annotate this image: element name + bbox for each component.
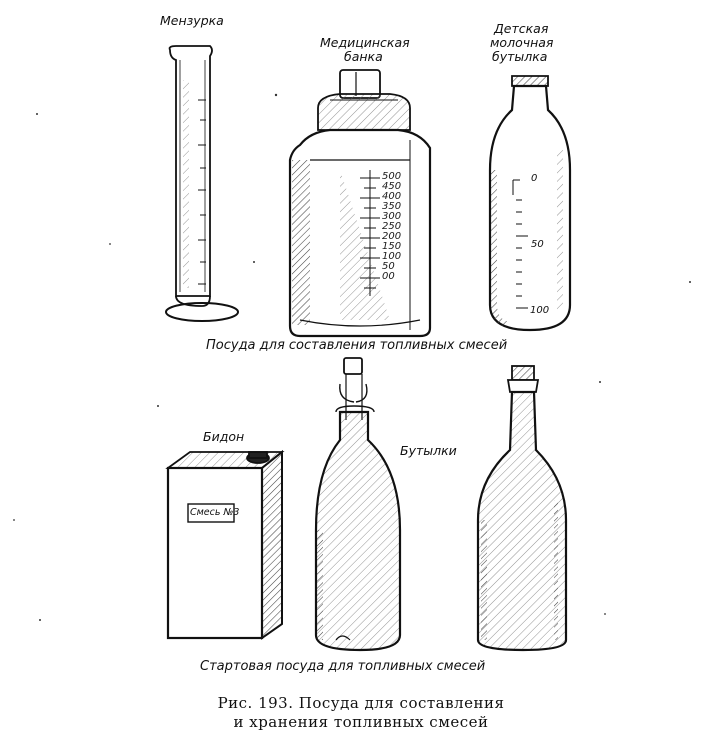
jar-scale-label: 150 xyxy=(382,241,402,252)
label-baby-bottle-line2: молочная xyxy=(490,35,554,50)
label-bottles: Бутылки xyxy=(400,443,457,458)
label-baby-bottle-line1: Детская xyxy=(494,21,549,36)
measuring-cylinder xyxy=(166,46,238,321)
jar-scale-label: 450 xyxy=(382,181,402,192)
jar-scale-label: 500 xyxy=(382,171,402,182)
baby-bottle xyxy=(490,76,570,330)
figure-caption-line2: и хранения топливных смесей xyxy=(233,713,489,731)
baby-scale-label: 0 xyxy=(531,173,538,184)
jar-scale-label: 50 xyxy=(382,261,395,272)
tall-bottle xyxy=(478,366,566,650)
swing-top-bottle xyxy=(316,358,400,650)
baby-scale-label: 50 xyxy=(531,239,544,250)
label-medicine-jar-line2: банка xyxy=(344,49,383,64)
lower-group-caption: Стартовая посуда для топливных смесей xyxy=(200,659,486,674)
can-tag-label: Смесь №3 xyxy=(190,507,240,518)
jar-scale xyxy=(382,172,412,282)
fuel-can xyxy=(168,452,282,638)
jar-scale-label: 250 xyxy=(382,221,402,232)
jar-scale-label: 300 xyxy=(382,211,402,222)
label-measuring-cylinder: Мензурка xyxy=(160,13,224,28)
jar-scale-label: 100 xyxy=(382,251,402,262)
jar-scale-label: 200 xyxy=(382,231,402,242)
baby-scale-label: 100 xyxy=(530,305,550,316)
label-fuel-can: Бидон xyxy=(203,429,245,444)
upper-group-caption: Посуда для составления топливных смесей xyxy=(206,338,508,353)
label-baby-bottle-line3: бутылка xyxy=(492,49,548,64)
jar-scale-label: 400 xyxy=(382,191,402,202)
label-medicine-jar-line1: Медицинская xyxy=(320,35,410,50)
figure-caption-line1: Рис. 193. Посуда для составления xyxy=(217,694,505,712)
jar-scale-label: 350 xyxy=(382,201,402,212)
jar-scale-label: 00 xyxy=(382,271,395,282)
